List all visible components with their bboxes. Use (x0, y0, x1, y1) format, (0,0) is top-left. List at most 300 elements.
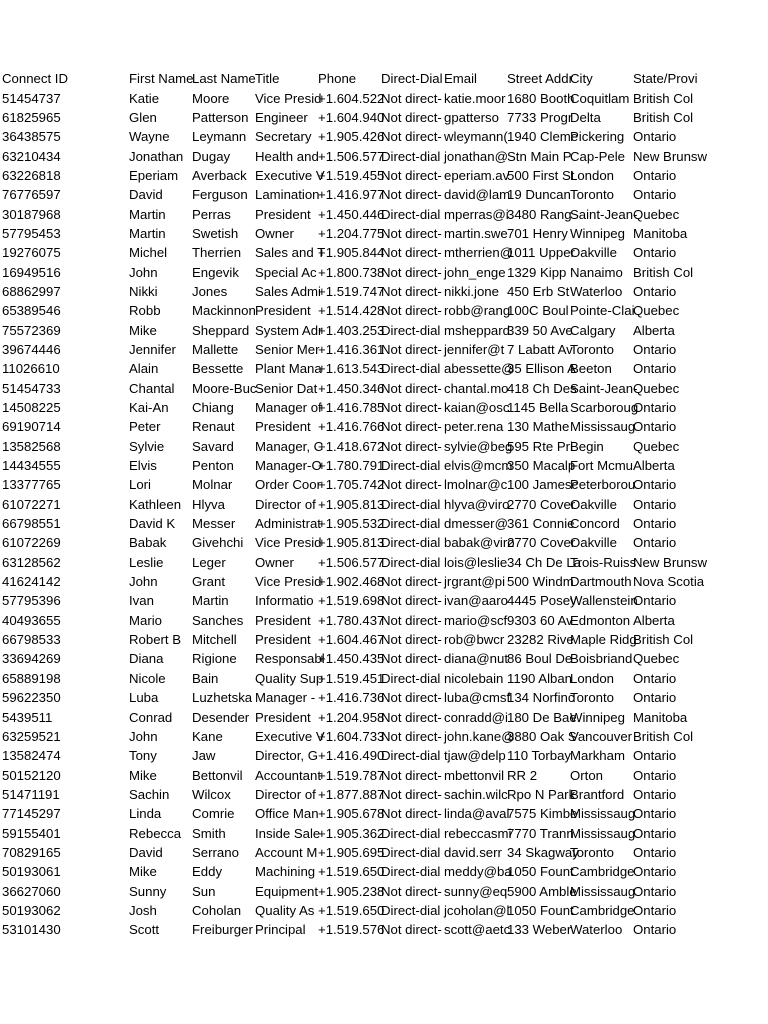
cell-last-name[interactable]: Moore-Buc (192, 380, 257, 396)
cell-title[interactable]: Manager-O (255, 458, 322, 474)
cell-city[interactable]: Dartmouth (570, 574, 632, 590)
cell-state-province[interactable]: Ontario (633, 767, 677, 783)
cell-first-name[interactable]: Martin (129, 206, 166, 222)
cell-phone[interactable]: +1.604.467 (318, 632, 385, 648)
cell-last-name[interactable]: Moore (192, 90, 230, 106)
cell-direct-dial[interactable]: Not direct- (381, 167, 442, 183)
cell-phone[interactable]: +1.905.678 (318, 806, 385, 822)
cell-connect-id[interactable]: 50193062 (2, 902, 61, 918)
cell-connect-id[interactable]: 65389546 (2, 303, 61, 319)
cell-city[interactable]: Calgary (570, 322, 616, 338)
cell-last-name[interactable]: Martin (192, 593, 229, 609)
cell-title[interactable]: Owner (255, 554, 294, 570)
cell-email[interactable]: rebeccasmi (444, 825, 512, 841)
cell-connect-id[interactable]: 50152120 (2, 767, 61, 783)
cell-city[interactable]: Saint-Jean- (570, 380, 638, 396)
cell-last-name[interactable]: Renaut (192, 419, 235, 435)
cell-city[interactable]: Beeton (570, 361, 612, 377)
cell-direct-dial[interactable]: Not direct- (381, 612, 442, 628)
cell-connect-id[interactable]: 51471191 (2, 786, 60, 802)
cell-street-address[interactable]: 595 Rte Pri (507, 438, 573, 454)
cell-street-address[interactable]: RR 2 (507, 767, 538, 783)
cell-connect-id[interactable]: 59622350 (2, 690, 61, 706)
cell-last-name[interactable]: Freiburger (192, 922, 253, 938)
cell-email[interactable]: hlyva@viro (444, 496, 510, 512)
cell-direct-dial[interactable]: Direct-dial (381, 206, 441, 222)
cell-direct-dial[interactable]: Direct-dial (381, 535, 441, 551)
cell-city[interactable]: Oakville (570, 245, 617, 261)
cell-email[interactable]: gpatterso (444, 109, 499, 125)
cell-phone[interactable]: +1.604.733 (318, 728, 385, 744)
cell-title[interactable]: Order Coor (255, 477, 321, 493)
cell-city[interactable]: Pickering (570, 129, 625, 145)
cell-phone[interactable]: +1.416.785 (318, 400, 385, 416)
cell-state-province[interactable]: Ontario (633, 283, 677, 299)
cell-email[interactable]: msheppard (444, 322, 510, 338)
cell-state-province[interactable]: Quebec (633, 380, 680, 396)
cell-street-address[interactable]: 339 50 Ave (507, 322, 573, 338)
cell-connect-id[interactable]: 69190714 (2, 419, 61, 435)
cell-email[interactable]: babak@viro (444, 535, 515, 551)
cell-city[interactable]: Winnipeg (570, 225, 625, 241)
cell-first-name[interactable]: Mario (129, 612, 162, 628)
cell-street-address[interactable]: 1050 Fount (507, 902, 574, 918)
cell-state-province[interactable]: British Col (633, 632, 694, 648)
cell-phone[interactable]: +1.705.742 (318, 477, 385, 493)
cell-connect-id[interactable]: 11026610 (2, 361, 60, 377)
cell-street-address[interactable]: Stn Main P (507, 148, 572, 164)
cell-connect-id[interactable]: 53101430 (2, 922, 61, 938)
cell-street-address[interactable]: 34 Skagway (507, 844, 579, 860)
cell-connect-id[interactable]: 76776597 (2, 187, 61, 203)
cell-direct-dial[interactable]: Not direct- (381, 593, 442, 609)
cell-first-name[interactable]: Scott (129, 922, 160, 938)
cell-city[interactable]: Scarboroug (570, 400, 639, 416)
cell-last-name[interactable]: Averback (192, 167, 247, 183)
cell-title[interactable]: Director, G (255, 748, 319, 764)
cell-city[interactable]: Mississaug (570, 806, 636, 822)
cell-last-name[interactable]: Sanches (192, 612, 244, 628)
cell-direct-dial[interactable]: Not direct- (381, 380, 442, 396)
cell-connect-id[interactable]: 75572369 (2, 322, 61, 338)
cell-email[interactable]: martin.swe (444, 225, 508, 241)
cell-last-name[interactable]: Messer (192, 516, 236, 532)
cell-direct-dial[interactable]: Not direct- (381, 245, 442, 261)
cell-email[interactable]: chantal.mo (444, 380, 509, 396)
cell-city[interactable]: Mississaug (570, 825, 636, 841)
cell-city[interactable]: Markham (570, 748, 625, 764)
cell-state-province[interactable]: Ontario (633, 361, 677, 377)
cell-street-address[interactable]: 418 Ch Des (507, 380, 577, 396)
cell-connect-id[interactable]: 13582474 (2, 748, 61, 764)
cell-email[interactable]: kaian@osc (444, 400, 510, 416)
cell-street-address[interactable]: 86 Boul De (507, 651, 573, 667)
cell-first-name[interactable]: Wayne (129, 129, 170, 145)
cell-state-province[interactable]: British Col (633, 264, 694, 280)
cell-street-address[interactable]: 1940 Cleme (507, 129, 579, 145)
cell-title[interactable]: Principal (255, 922, 306, 938)
cell-street-address[interactable]: 133 Weber (507, 922, 572, 938)
cell-city[interactable]: Toronto (570, 690, 614, 706)
cell-last-name[interactable]: Bettonvil (192, 767, 243, 783)
cell-first-name[interactable]: Babak (129, 535, 167, 551)
cell-first-name[interactable]: David (129, 187, 163, 203)
cell-first-name[interactable]: Mike (129, 322, 157, 338)
cell-state-province[interactable]: Quebec (633, 651, 680, 667)
cell-direct-dial[interactable]: Not direct- (381, 400, 442, 416)
cell-last-name[interactable]: Grant (192, 574, 225, 590)
cell-street-address[interactable]: 35 Ellison A (507, 361, 576, 377)
cell-city[interactable]: Oakville (570, 496, 617, 512)
cell-state-province[interactable]: Ontario (633, 496, 677, 512)
cell-phone[interactable]: +1.514.428 (318, 303, 385, 319)
cell-email[interactable]: scott@aetc (444, 922, 511, 938)
cell-email[interactable]: sylvie@beg (444, 438, 513, 454)
cell-city[interactable]: Boisbriand (570, 651, 633, 667)
cell-state-province[interactable]: Ontario (633, 883, 677, 899)
cell-email[interactable]: david.serr (444, 844, 502, 860)
cell-city[interactable]: Orton (570, 767, 603, 783)
cell-first-name[interactable]: Sunny (129, 883, 167, 899)
cell-email[interactable]: mbettonvil (444, 767, 505, 783)
cell-city[interactable]: Saint-Jean- (570, 206, 638, 222)
cell-email[interactable]: lmolnar@c (444, 477, 508, 493)
cell-city[interactable]: Maple Ridg (570, 632, 637, 648)
cell-direct-dial[interactable]: Direct-dial (381, 825, 441, 841)
cell-state-province[interactable]: Quebec (633, 438, 680, 454)
cell-email[interactable]: diana@nut (444, 651, 508, 667)
cell-last-name[interactable]: Engevik (192, 264, 239, 280)
cell-street-address[interactable]: 134 Norfinc (507, 690, 575, 706)
cell-connect-id[interactable]: 59155401 (2, 825, 61, 841)
cell-first-name[interactable]: Glen (129, 109, 157, 125)
cell-phone[interactable]: +1.416.766 (318, 419, 385, 435)
cell-direct-dial[interactable]: Direct-dial (381, 458, 441, 474)
cell-first-name[interactable]: John (129, 728, 158, 744)
cell-state-province[interactable]: British Col (633, 109, 694, 125)
cell-phone[interactable]: +1.905.695 (318, 844, 385, 860)
cell-street-address[interactable]: 1680 Booth (507, 90, 575, 106)
cell-street-address[interactable]: 5900 Amble (507, 883, 577, 899)
cell-last-name[interactable]: Coholan (192, 902, 242, 918)
cell-connect-id[interactable]: 61072269 (2, 535, 61, 551)
cell-title[interactable]: System Adr (255, 322, 323, 338)
cell-last-name[interactable]: Patterson (192, 109, 249, 125)
cell-phone[interactable]: +1.519.576 (318, 922, 385, 938)
cell-connect-id[interactable]: 66798551 (2, 516, 61, 532)
cell-direct-dial[interactable]: Not direct- (381, 438, 442, 454)
cell-direct-dial[interactable]: Not direct- (381, 632, 442, 648)
cell-phone[interactable]: +1.450.346 (318, 380, 385, 396)
cell-connect-id[interactable]: 68862997 (2, 283, 61, 299)
cell-first-name[interactable]: Peter (129, 419, 161, 435)
cell-street-address[interactable]: 9303 60 Av (507, 612, 573, 628)
cell-title[interactable]: Quality Sup (255, 670, 324, 686)
cell-street-address[interactable]: 1011 Upper (507, 245, 575, 261)
cell-street-address[interactable]: 110 Torbay (507, 748, 572, 764)
cell-connect-id[interactable]: 36627060 (2, 883, 61, 899)
cell-state-province[interactable]: Ontario (633, 864, 677, 880)
cell-first-name[interactable]: Alain (129, 361, 159, 377)
cell-state-province[interactable]: New Brunsw (633, 554, 708, 570)
cell-street-address[interactable]: 7575 Kimbe (507, 806, 578, 822)
cell-city[interactable]: Pointe-Clai (570, 303, 635, 319)
cell-last-name[interactable]: Eddy (192, 864, 223, 880)
cell-phone[interactable]: +1.905.238 (318, 883, 385, 899)
cell-email[interactable]: jrgrant@pi (444, 574, 506, 590)
cell-street-address[interactable]: 4445 Posey (507, 593, 577, 609)
cell-last-name[interactable]: Ferguson (192, 187, 248, 203)
cell-street-address[interactable]: 450 Erb St (507, 283, 570, 299)
cell-title[interactable]: Machining (255, 864, 316, 880)
cell-direct-dial[interactable]: Direct-dial (381, 554, 441, 570)
cell-phone[interactable]: +1.905.532 (318, 516, 385, 532)
cell-connect-id[interactable]: 66798533 (2, 632, 61, 648)
cell-direct-dial[interactable]: Not direct- (381, 341, 442, 357)
cell-last-name[interactable]: Chiang (192, 400, 234, 416)
cell-phone[interactable]: +1.905.844 (318, 245, 385, 261)
cell-state-province[interactable]: Ontario (633, 786, 677, 802)
cell-phone[interactable]: +1.450.446 (318, 206, 385, 222)
cell-last-name[interactable]: Therrien (192, 245, 242, 261)
cell-email[interactable]: john.kane@ (444, 728, 515, 744)
cell-city[interactable]: Vancouver (570, 728, 633, 744)
cell-email[interactable]: conradd@i (444, 709, 508, 725)
cell-title[interactable]: Office Man (255, 806, 319, 822)
cell-state-province[interactable]: Ontario (633, 477, 677, 493)
cell-last-name[interactable]: Leymann (192, 129, 247, 145)
cell-title[interactable]: Executive V (255, 728, 325, 744)
cell-phone[interactable]: +1.877.887 (318, 786, 385, 802)
cell-direct-dial[interactable]: Not direct- (381, 786, 442, 802)
cell-phone[interactable]: +1.519.455 (318, 167, 385, 183)
cell-direct-dial[interactable]: Not direct- (381, 728, 442, 744)
cell-last-name[interactable]: Mitchell (192, 632, 237, 648)
cell-phone[interactable]: +1.403.253 (318, 322, 385, 338)
cell-state-province[interactable]: Ontario (633, 187, 677, 203)
cell-title[interactable]: Director of (255, 496, 316, 512)
cell-phone[interactable]: +1.506.577 (318, 554, 385, 570)
cell-street-address[interactable]: 3480 Rang (507, 206, 572, 222)
cell-email[interactable]: jonathan@ (444, 148, 508, 164)
cell-title[interactable]: Senior Dat (255, 380, 318, 396)
cell-last-name[interactable]: Jones (192, 283, 228, 299)
cell-email[interactable]: linda@aval (444, 806, 510, 822)
cell-email[interactable]: dmesser@ (444, 516, 508, 532)
cell-email[interactable]: mtherrien@ (444, 245, 514, 261)
cell-state-province[interactable]: Ontario (633, 902, 677, 918)
cell-state-province[interactable]: Ontario (633, 690, 677, 706)
cell-connect-id[interactable]: 13377765 (2, 477, 61, 493)
cell-first-name[interactable]: David K (129, 516, 176, 532)
cell-first-name[interactable]: Elvis (129, 458, 157, 474)
cell-email[interactable]: robb@rang (444, 303, 511, 319)
cell-connect-id[interactable]: 61072271 (2, 496, 61, 512)
cell-title[interactable]: Sales and T (255, 245, 326, 261)
cell-first-name[interactable]: Jennifer (129, 341, 176, 357)
cell-connect-id[interactable]: 33694269 (2, 651, 61, 667)
cell-state-province[interactable]: Ontario (633, 825, 677, 841)
cell-direct-dial[interactable]: Not direct- (381, 922, 442, 938)
cell-state-province[interactable]: Ontario (633, 167, 677, 183)
cell-street-address[interactable]: 500 Windm (507, 574, 574, 590)
cell-direct-dial[interactable]: Not direct- (381, 225, 442, 241)
cell-phone[interactable]: +1.519.650 (318, 902, 385, 918)
cell-city[interactable]: Begin (570, 438, 604, 454)
cell-street-address[interactable]: 1145 Bella (507, 400, 569, 416)
cell-connect-id[interactable]: 65889198 (2, 670, 61, 686)
cell-email[interactable]: ivan@aaro (444, 593, 508, 609)
cell-connect-id[interactable]: 70829165 (2, 844, 61, 860)
cell-title[interactable]: President (255, 419, 311, 435)
cell-state-province[interactable]: Alberta (633, 322, 675, 338)
cell-title[interactable]: Manager of (255, 400, 322, 416)
cell-last-name[interactable]: Bain (192, 670, 219, 686)
cell-state-province[interactable]: Manitoba (633, 225, 688, 241)
cell-city[interactable]: Edmonton (570, 612, 631, 628)
cell-title[interactable]: Responsabl (255, 651, 325, 667)
cell-phone[interactable]: +1.613.543 (318, 361, 385, 377)
cell-street-address[interactable]: 361 Connie (507, 516, 575, 532)
cell-state-province[interactable]: New Brunsw (633, 148, 708, 164)
cell-state-province[interactable]: Ontario (633, 400, 677, 416)
cell-last-name[interactable]: Desender (192, 709, 250, 725)
cell-city[interactable]: Cambridge (570, 902, 635, 918)
cell-street-address[interactable]: 130 Mathe (507, 419, 570, 435)
cell-email[interactable]: david@lam (444, 187, 511, 203)
cell-street-address[interactable]: 7 Labatt Av (507, 341, 573, 357)
cell-first-name[interactable]: Martin (129, 225, 166, 241)
cell-direct-dial[interactable]: Not direct- (381, 574, 442, 590)
cell-connect-id[interactable]: 5439511 (2, 709, 53, 725)
cell-title[interactable]: Vice Presid (255, 574, 322, 590)
cell-title[interactable]: President (255, 709, 311, 725)
cell-state-province[interactable]: Alberta (633, 612, 675, 628)
cell-title[interactable]: Special Ac (255, 264, 317, 280)
cell-email[interactable]: john_enge (444, 264, 506, 280)
cell-state-province[interactable]: Quebec (633, 206, 680, 222)
cell-last-name[interactable]: Mackinnon (192, 303, 256, 319)
cell-phone[interactable]: +1.905.813 (318, 535, 385, 551)
cell-phone[interactable]: +1.905.426 (318, 129, 385, 145)
cell-city[interactable]: Toronto (570, 187, 614, 203)
cell-first-name[interactable]: Robb (129, 303, 161, 319)
cell-first-name[interactable]: Rebecca (129, 825, 182, 841)
cell-first-name[interactable]: Conrad (129, 709, 173, 725)
cell-first-name[interactable]: Sylvie (129, 438, 165, 454)
cell-state-province[interactable]: Ontario (633, 245, 677, 261)
cell-phone[interactable]: +1.780.791 (318, 458, 385, 474)
cell-connect-id[interactable]: 13582568 (2, 438, 61, 454)
cell-last-name[interactable]: Perras (192, 206, 231, 222)
cell-title[interactable]: Senior Mer (255, 341, 320, 357)
cell-title[interactable]: Health and (255, 148, 319, 164)
cell-connect-id[interactable]: 30187968 (2, 206, 61, 222)
cell-direct-dial[interactable]: Not direct- (381, 187, 442, 203)
cell-direct-dial[interactable]: Not direct- (381, 303, 442, 319)
cell-first-name[interactable]: Mike (129, 767, 157, 783)
cell-title[interactable]: Administrat (255, 516, 321, 532)
cell-state-province[interactable]: Ontario (633, 748, 677, 764)
cell-last-name[interactable]: Bessette (192, 361, 244, 377)
cell-state-province[interactable]: British Col (633, 728, 694, 744)
cell-city[interactable]: Cap-Pele (570, 148, 625, 164)
cell-last-name[interactable]: Comrie (192, 806, 235, 822)
cell-city[interactable]: Oakville (570, 535, 617, 551)
cell-street-address[interactable]: 1190 Alban (507, 670, 573, 686)
cell-phone[interactable]: +1.416.361 (318, 341, 385, 357)
cell-first-name[interactable]: Robert B (129, 632, 182, 648)
cell-title[interactable]: Accountant (255, 767, 321, 783)
cell-connect-id[interactable]: 40493655 (2, 612, 61, 628)
cell-direct-dial[interactable]: Direct-dial (381, 496, 441, 512)
cell-city[interactable]: Winnipeg (570, 709, 625, 725)
cell-direct-dial[interactable]: Not direct- (381, 477, 442, 493)
cell-connect-id[interactable]: 36438575 (2, 129, 61, 145)
cell-street-address[interactable]: 180 De Bae (507, 709, 577, 725)
cell-phone[interactable]: +1.418.672 (318, 438, 385, 454)
cell-phone[interactable]: +1.416.977 (318, 187, 385, 203)
cell-connect-id[interactable]: 19276075 (2, 245, 61, 261)
cell-email[interactable]: meddy@ba (444, 864, 512, 880)
cell-title[interactable]: Vice Presid (255, 535, 322, 551)
cell-direct-dial[interactable]: Not direct- (381, 109, 442, 125)
cell-first-name[interactable]: Mike (129, 864, 157, 880)
cell-phone[interactable]: +1.905.362 (318, 825, 385, 841)
cell-connect-id[interactable]: 39674446 (2, 341, 61, 357)
cell-email[interactable]: mario@scf (444, 612, 508, 628)
cell-first-name[interactable]: Katie (129, 90, 160, 106)
cell-city[interactable]: London (570, 167, 615, 183)
cell-phone[interactable]: +1.800.738 (318, 264, 385, 280)
cell-email[interactable]: nicolebain (444, 670, 504, 686)
cell-street-address[interactable]: 2770 Cover (507, 496, 576, 512)
cell-phone[interactable]: +1.604.940 (318, 109, 385, 125)
cell-direct-dial[interactable]: Direct-dial (381, 748, 441, 764)
cell-title[interactable]: Quality As (255, 902, 315, 918)
cell-email[interactable]: sachin.wilc (444, 786, 508, 802)
cell-state-province[interactable]: Quebec (633, 303, 680, 319)
cell-last-name[interactable]: Smith (192, 825, 226, 841)
cell-email[interactable]: rob@bwcr (444, 632, 505, 648)
cell-state-province[interactable]: Ontario (633, 670, 677, 686)
cell-direct-dial[interactable]: Not direct- (381, 90, 442, 106)
cell-title[interactable]: Account M (255, 844, 318, 860)
cell-email[interactable]: jcoholan@l (444, 902, 510, 918)
cell-street-address[interactable]: 3880 Oak S (507, 728, 577, 744)
cell-phone[interactable]: +1.604.522 (318, 90, 385, 106)
cell-last-name[interactable]: Rigione (192, 651, 237, 667)
cell-state-province[interactable]: Ontario (633, 535, 677, 551)
cell-title[interactable]: Director of (255, 786, 316, 802)
cell-first-name[interactable]: John (129, 264, 158, 280)
cell-direct-dial[interactable]: Not direct- (381, 129, 442, 145)
cell-street-address[interactable]: 1050 Fount (507, 864, 574, 880)
cell-last-name[interactable]: Savard (192, 438, 234, 454)
cell-direct-dial[interactable]: Direct-dial (381, 148, 441, 164)
cell-first-name[interactable]: Luba (129, 690, 159, 706)
cell-city[interactable]: Mississaug (570, 419, 636, 435)
cell-state-province[interactable]: British Col (633, 90, 694, 106)
cell-last-name[interactable]: Mallette (192, 341, 239, 357)
cell-first-name[interactable]: Eperiam (129, 167, 179, 183)
cell-street-address[interactable]: 7733 Progr (507, 109, 573, 125)
cell-title[interactable]: President (255, 612, 311, 628)
cell-state-province[interactable]: Ontario (633, 129, 677, 145)
cell-first-name[interactable]: Ivan (129, 593, 154, 609)
cell-title[interactable]: Lamination (255, 187, 320, 203)
cell-state-province[interactable]: Ontario (633, 516, 677, 532)
